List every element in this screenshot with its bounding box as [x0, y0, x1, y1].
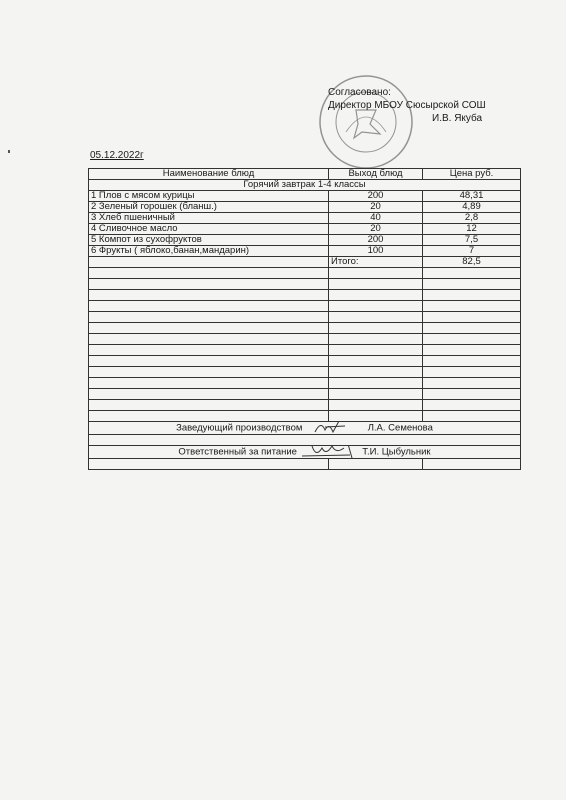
dish-yield: 20: [329, 224, 423, 235]
empty-cell: [89, 356, 329, 367]
header-price: Цена руб.: [423, 169, 521, 180]
empty-cell: [329, 345, 423, 356]
table-row: [89, 202, 521, 213]
table-row: [89, 191, 521, 202]
dish-name: 1 Плов с мясом курицы: [89, 191, 329, 202]
dish-price: 7: [423, 246, 521, 257]
dish-yield: 200: [329, 191, 423, 202]
total-label: Итого:: [329, 257, 423, 268]
total-value: 82,5: [423, 257, 521, 268]
approval-name: И.В. Якуба: [432, 113, 483, 124]
empty-cell: [423, 378, 521, 389]
empty-cell: [89, 290, 329, 301]
empty-cell: [89, 411, 329, 422]
table-row: [89, 224, 521, 235]
empty-cell: [329, 378, 423, 389]
empty-cell: [329, 400, 423, 411]
approval-position: Директор МБОУ Сюсырской СОШ: [328, 100, 486, 111]
empty-cell: [423, 334, 521, 345]
empty-cell: [329, 367, 423, 378]
approval-title: Согласовано:: [328, 87, 391, 98]
document-date: 05.12.2022г: [90, 150, 144, 161]
header-dish-name: Наименование блюд: [89, 169, 329, 180]
empty-cell: [89, 268, 329, 279]
approval-block: [328, 86, 528, 125]
empty-cell: [423, 345, 521, 356]
section-row: [89, 180, 521, 191]
dish-name: 3 Хлеб пшеничный: [89, 213, 329, 224]
empty-cell: [89, 400, 329, 411]
dish-price: 7,5: [423, 235, 521, 246]
empty-cell: [89, 334, 329, 345]
table-row: [89, 213, 521, 224]
table-header-row: [89, 169, 521, 180]
empty-cell: [89, 312, 329, 323]
empty-cell: [423, 459, 521, 470]
section-title: Горячий завтрак 1-4 классы: [89, 180, 521, 191]
empty-cell: [423, 389, 521, 400]
table-row: [89, 246, 521, 257]
empty-cell: [329, 459, 423, 470]
empty-cell: [423, 268, 521, 279]
scan-mark: [8, 150, 10, 153]
header-yield: Выход блюд: [329, 169, 423, 180]
empty-cell: [89, 435, 521, 446]
empty-cell: [423, 356, 521, 367]
empty-cell: [423, 301, 521, 312]
dish-price: 48,31: [423, 191, 521, 202]
responsible-name: Т.И. Цыбульник: [362, 446, 431, 458]
dish-name: 5 Компот из сухофруктов: [89, 235, 329, 246]
head-of-production-label: Заведующий производством: [176, 422, 303, 434]
total-row: [89, 257, 521, 268]
empty-cell: [329, 268, 423, 279]
empty-cell: [423, 367, 521, 378]
empty-cell: [89, 279, 329, 290]
empty-cell: [423, 279, 521, 290]
empty-cell: [423, 312, 521, 323]
signature-row-responsible: [89, 446, 521, 459]
empty-cell: [89, 323, 329, 334]
empty-cell: [89, 367, 329, 378]
dish-name: 2 Зеленый горошек (бланш.): [89, 202, 329, 213]
handwritten-signature: [305, 422, 365, 434]
signature-cell: [89, 446, 521, 459]
signature-cell: [89, 422, 521, 435]
empty-cell: [89, 459, 329, 470]
empty-cell: [89, 378, 329, 389]
empty-cell: [423, 411, 521, 422]
empty-cell: [329, 411, 423, 422]
empty-cell: [329, 312, 423, 323]
empty-cell: [329, 301, 423, 312]
empty-cell: [329, 279, 423, 290]
empty-cell: [89, 301, 329, 312]
empty-cell: [329, 334, 423, 345]
empty-cell: [423, 290, 521, 301]
signature-row-head: [89, 422, 521, 435]
dish-yield: 200: [329, 235, 423, 246]
dish-price: 2,8: [423, 213, 521, 224]
table-row: [89, 235, 521, 246]
empty-cell: [329, 389, 423, 400]
head-of-production-name: Л.А. Семенова: [367, 422, 433, 434]
handwritten-signature: [300, 446, 360, 458]
responsible-label: Ответственный за питание: [178, 446, 297, 458]
empty-cell: [329, 290, 423, 301]
empty-cell: [423, 400, 521, 411]
dish-yield: 20: [329, 202, 423, 213]
empty-cell: [423, 323, 521, 334]
dish-price: 12: [423, 224, 521, 235]
empty-cell: [89, 389, 329, 400]
dish-price: 4,89: [423, 202, 521, 213]
menu-table: [88, 168, 521, 470]
dish-name: 4 Сливочное масло: [89, 224, 329, 235]
dish-yield: 100: [329, 246, 423, 257]
empty-cell: [89, 345, 329, 356]
empty-cell: [329, 356, 423, 367]
empty-cell: [329, 323, 423, 334]
dish-yield: 40: [329, 213, 423, 224]
dish-name: 6 Фрукты ( яблоко,банан,мандарин): [89, 246, 329, 257]
total-empty-cell: [89, 257, 329, 268]
